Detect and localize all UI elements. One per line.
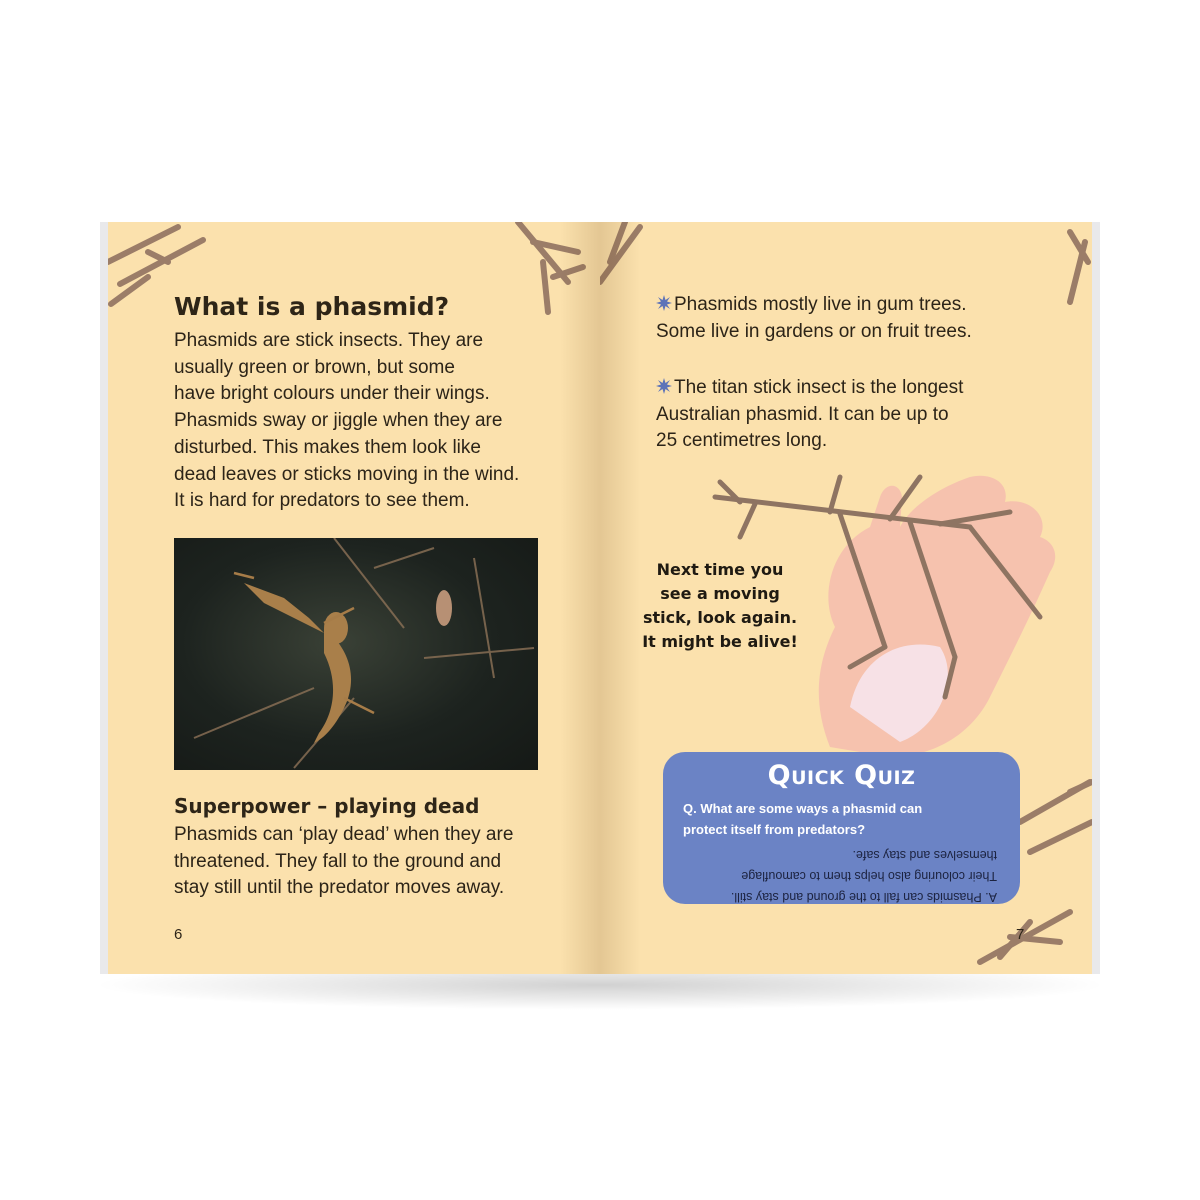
- gutter-shade: [600, 222, 640, 974]
- quiz-answer-line: A. Phasmids can fall to the ground and stay still.: [730, 890, 997, 904]
- fact-line: The titan stick insect is the longest: [674, 377, 964, 398]
- quiz-title: Quick Quiz: [767, 760, 916, 791]
- stick-insect-photo: [174, 538, 538, 770]
- flower-bullet-icon: [656, 378, 672, 394]
- flower-bullet-icon: [656, 295, 672, 311]
- intro-line: disturbed. This makes them look like: [174, 436, 481, 458]
- heading-what-is-a-phasmid: What is a phasmid?: [174, 292, 450, 321]
- callout-line: stick, look again.: [642, 608, 798, 627]
- page-number-left: 6: [174, 926, 183, 943]
- open-book: [100, 222, 1100, 977]
- superpower-line: threatened. They fall to the ground and: [174, 850, 502, 872]
- quiz-question-line: Q. What are some ways a phasmid can: [683, 801, 923, 816]
- quiz-answer-upside-down: [677, 844, 997, 907]
- intro-line: dead leaves or sticks moving in the wind.: [174, 463, 520, 485]
- quiz-question: [683, 798, 1003, 840]
- quiz-answer-line: themselves and stay safe.: [852, 848, 997, 862]
- intro-paragraph: [174, 328, 554, 515]
- intro-line: Phasmids sway or jiggle when they are: [174, 410, 503, 432]
- quiz-question-line: protect itself from predators?: [683, 822, 866, 837]
- fact-titan-stick-insect: [656, 375, 1036, 455]
- right-page: [600, 222, 1100, 974]
- left-page: [100, 222, 600, 974]
- subheading-superpower: Superpower – playing dead: [174, 794, 480, 818]
- callout-line: see a moving: [660, 584, 780, 603]
- gutter-shade: [560, 222, 600, 974]
- intro-line: Phasmids are stick insects. They are: [174, 330, 484, 351]
- page-number-right: 7: [1016, 926, 1025, 943]
- intro-line: It is hard for predators to see them.: [174, 490, 470, 512]
- fact-line: Australian phasmid. It can be up to: [656, 403, 949, 425]
- callout-line: It might be alive!: [642, 632, 798, 651]
- quiz-answer-line: Their colouring also helps them to camouflage: [741, 869, 997, 883]
- fact-line: Phasmids mostly live in gum trees.: [674, 294, 967, 315]
- superpower-line: Phasmids can ‘play dead’ when they are: [174, 824, 514, 845]
- callout-look-again: [640, 558, 800, 654]
- superpower-paragraph: [174, 822, 564, 902]
- fact-line: 25 centimetres long.: [656, 430, 828, 451]
- stick-insect-photo-art: [174, 538, 538, 770]
- intro-line: have bright colours under their wings.: [174, 383, 490, 405]
- fact-gum-trees: [656, 292, 1036, 345]
- superpower-line: stay still until the predator moves away.: [174, 877, 505, 899]
- quick-quiz-box: [663, 752, 1020, 904]
- fact-line: Some live in gardens or on fruit trees.: [656, 320, 972, 342]
- intro-line: usually green or brown, but some: [174, 356, 455, 378]
- callout-line: Next time you: [656, 560, 784, 579]
